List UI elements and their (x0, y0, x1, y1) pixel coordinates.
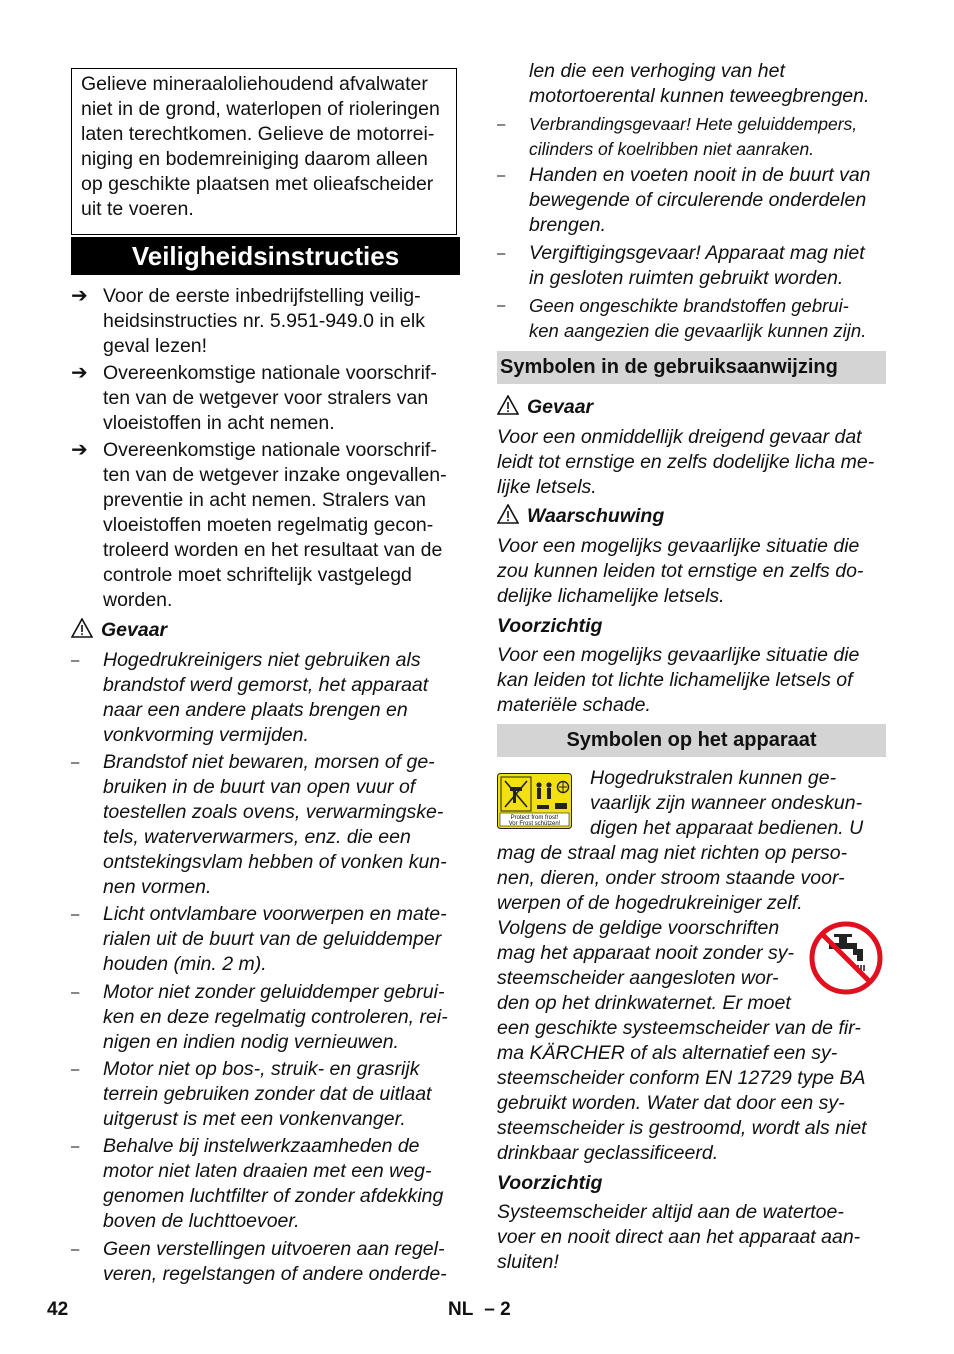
notice-line: laten terechtkomen. Gelieve de motorrei- (81, 123, 435, 145)
no-drinking-water-connection-symbol (809, 921, 883, 995)
text-line: steemscheider is gestroomd, wordt als niet (497, 1117, 867, 1139)
text-line: voer en nooit direct aan het apparaat aan- (497, 1226, 861, 1248)
text-line: sluiten! (497, 1251, 559, 1273)
text-line: gebruikt worden. Water dat door een sy- (497, 1092, 845, 1114)
text-line: Voor een mogelijks gevaarlijke situatie die (497, 644, 860, 666)
warning-label: Waarschuwing (527, 505, 665, 527)
danger-line: naar een andere plaats brengen en (103, 699, 408, 721)
danger-line: houden (min. 2 m). (103, 953, 267, 975)
instruction-line: Overeenkomstige nationale voorschrif- (103, 439, 437, 461)
danger-line: nigen en indien nodig vernieuwen. (103, 1031, 399, 1053)
dash-bullet: – (71, 1138, 80, 1155)
danger-line: in gesloten ruimten gebruikt worden. (529, 267, 844, 289)
dash-bullet: – (71, 984, 80, 1001)
danger-line: cilinders of koelribben niet aanraken. (529, 139, 815, 159)
instruction-line: Overeenkomstige nationale voorschrif- (103, 362, 437, 384)
danger-line: vonkvorming vermijden. (103, 724, 309, 746)
danger-label: Gevaar (101, 619, 168, 641)
no-tap-water-icon (809, 921, 883, 995)
device-symbol-text (497, 841, 847, 916)
text-line: een geschikte systeemscheider van de fir- (497, 1017, 861, 1039)
dash-bullet: – (497, 167, 506, 184)
dash-bullet: – (497, 297, 506, 314)
danger-line: Behalve bij instelwerkzaamheden de (103, 1135, 420, 1157)
danger-line: nen vormen. (103, 876, 212, 898)
page-number: 42 (47, 1299, 69, 1320)
danger-line: motor niet laten draaien met een weg- (103, 1160, 432, 1182)
notice-line: Gelieve mineraaloliehoudend afvalwater (81, 73, 428, 95)
danger-line: ontstekingsvlam hebben of vonken kun- (103, 851, 447, 873)
text-line: werpen of de hogedrukreiniger zelf. (497, 892, 803, 914)
text-line: kan leiden tot lichte lichamelijke letsels of (497, 669, 853, 691)
text-line: nen, dieren, onder stroom staande voor- (497, 867, 845, 889)
danger-heading (497, 395, 593, 420)
arrow-icon: ➔ (71, 285, 88, 307)
instruction-line: vloeistoffen in acht nemen. (103, 412, 335, 434)
warning-triangle-icon (497, 504, 519, 524)
text-line: steemscheider conform EN 12729 type BA (497, 1067, 866, 1089)
warning-triangle-icon (71, 618, 93, 638)
dash-bullet: – (71, 906, 80, 923)
caution-label: Voorzichtig (497, 1172, 603, 1194)
text-line: Voor een onmiddellijk dreigend gevaar dat (497, 426, 862, 448)
danger-line: rialen uit de buurt van de geluiddemper (103, 928, 442, 950)
caution-description (497, 643, 859, 718)
warning-description (497, 534, 863, 609)
text-line: steemscheider aangesloten wor- (497, 967, 779, 989)
danger-line: ken en deze regelmatig controleren, rei- (103, 1006, 448, 1028)
instruction-line: preventie in acht nemen. Stralers van (103, 489, 427, 511)
notice-box (71, 68, 457, 235)
instruction-line: geval lezen! (103, 335, 208, 357)
text-line: mag de straal mag niet richten op perso- (497, 842, 848, 864)
page-footer-lang (448, 1297, 511, 1322)
caution-label: Voorzichtig (497, 615, 603, 637)
danger-line: Geen ongeschikte brandstoffen gebrui- (529, 295, 849, 316)
text-line: Hogedrukstralen kunnen ge- (590, 767, 837, 789)
text-line: materiële schade. (497, 694, 651, 716)
text-line: Volgens de geldige voorschriften (497, 917, 780, 939)
danger-line: len die een verhoging van het (529, 60, 785, 82)
text-line: Systeemscheider altijd aan de watertoe- (497, 1201, 844, 1223)
high-pressure-warning-icon (497, 773, 572, 829)
dash-bullet: – (71, 754, 80, 771)
danger-line: brengen. (529, 214, 606, 236)
section-title-symbols-manual: Symbolen in de gebruiksaanwijzing (497, 351, 886, 384)
text-line: den op het drinkwaternet. Er moet (497, 992, 791, 1014)
danger-line: Verbrandingsgevaar! Hete geluiddempers, (529, 114, 858, 134)
danger-label: Gevaar (527, 396, 594, 418)
instruction-line: worden. (103, 589, 173, 611)
danger-line: toestellen zoals ovens, verwarmingske- (103, 801, 444, 823)
text-line: delijke lichamelijke letsels. (497, 585, 725, 607)
caution-description (497, 1200, 860, 1275)
danger-description (497, 425, 874, 500)
warning-heading (497, 504, 664, 529)
danger-line: terrein gebruiken zonder dat de uitlaat (103, 1083, 432, 1105)
dash-bullet: – (71, 652, 80, 669)
frost-label-de: Vor Frost schützen! (508, 821, 561, 827)
danger-line: genomen luchtfilter of zonder afdekking (103, 1185, 444, 1207)
text-line: mag het apparaat nooit zonder sy- (497, 942, 795, 964)
danger-line: Motor niet zonder geluiddemper gebrui- (103, 981, 445, 1003)
danger-line: boven de luchttoevoer. (103, 1210, 300, 1232)
danger-line: bewegende of circulerende onderdelen (529, 189, 867, 211)
dash-bullet: – (497, 116, 506, 133)
danger-heading (71, 618, 167, 643)
danger-line: Hogedrukreinigers niet gebruiken als (103, 649, 421, 671)
notice-line: op geschikte plaatsen met olieafscheider (81, 173, 434, 195)
danger-line: Brandstof niet bewaren, morsen of ge- (103, 751, 435, 773)
danger-line: Handen en voeten nooit in de buurt van (529, 164, 871, 186)
instruction-line: controle moet schriftelijk vastgelegd (103, 564, 412, 586)
arrow-icon: ➔ (71, 362, 88, 384)
dash-bullet: – (71, 1061, 80, 1078)
language-code: NL (448, 1299, 473, 1320)
dash-bullet: – (71, 1241, 80, 1258)
text-line: zou kunnen leiden tot ernstige en zelfs do- (497, 560, 864, 582)
section-page: – 2 (484, 1299, 511, 1320)
instruction-line: ten van de wetgever voor stralers van (103, 387, 429, 409)
danger-line: Motor niet op bos-, struik- en grasrijk (103, 1058, 420, 1080)
text-line: leidt tot ernstige en zelfs dodelijke licha me- (497, 451, 875, 473)
section-title-symbols-device: Symbolen op het apparaat (497, 724, 886, 757)
device-symbol-text (590, 766, 863, 841)
danger-line: Geen verstellingen uitvoeren aan regel- (103, 1238, 445, 1260)
text-line: lijke letsels. (497, 476, 597, 498)
danger-line: brandstof werd gemorst, het apparaat (103, 674, 429, 696)
danger-line: Vergiftigingsgevaar! Apparaat mag niet (529, 242, 865, 264)
text-line: digen het apparaat bedienen. U (590, 817, 864, 839)
danger-line: veren, regelstangen of andere onderde- (103, 1263, 447, 1285)
notice-line: uit te voeren. (81, 198, 194, 220)
warning-triangle-icon (497, 395, 519, 415)
device-symbol-text (497, 1016, 867, 1166)
arrow-icon: ➔ (71, 439, 88, 461)
danger-line: ken aangezien die gevaarlijk kunnen zijn. (529, 320, 867, 341)
high-pressure-warning-label (497, 773, 572, 829)
dash-bullet: – (497, 245, 506, 262)
danger-line: bruiken in de buurt van open vuur of (103, 776, 416, 798)
instruction-line: heidsinstructies nr. 5.951-949.0 in elk (103, 310, 425, 332)
instruction-line: ten van de wetgever inzake ongevallen- (103, 464, 447, 486)
danger-line: motortoerental kunnen teweegbrengen. (529, 85, 870, 107)
text-line: Voor een mogelijks gevaarlijke situatie die (497, 535, 860, 557)
danger-line: tels, waterverwarmers, enz. die een (103, 826, 411, 848)
text-line: vaarlijk zijn wanneer ondeskun- (590, 792, 863, 814)
text-line: ma KÄRCHER of als alternatief een sy- (497, 1042, 838, 1064)
instruction-line: Voor de eerste inbedrijfstelling veilig- (103, 285, 421, 307)
danger-line: Licht ontvlambare voorwerpen en mate- (103, 903, 447, 925)
section-title-safety: Veiligheidsinstructies (71, 237, 460, 275)
device-symbol-text (497, 916, 794, 1016)
danger-line: uitgerust is met een vonkenvanger. (103, 1108, 406, 1130)
notice-line: niging en bodemreiniging daarom alleen (81, 148, 428, 170)
text-line: drinkbaar geclassificeerd. (497, 1142, 719, 1164)
frost-label-en: Protect from frost! (510, 815, 559, 821)
notice-line: niet in de grond, waterlopen of rioleringen (81, 98, 440, 120)
instruction-line: troleerd worden en het resultaat van de (103, 539, 443, 561)
instruction-line: vloeistoffen moeten regelmatig gecon- (103, 514, 434, 536)
